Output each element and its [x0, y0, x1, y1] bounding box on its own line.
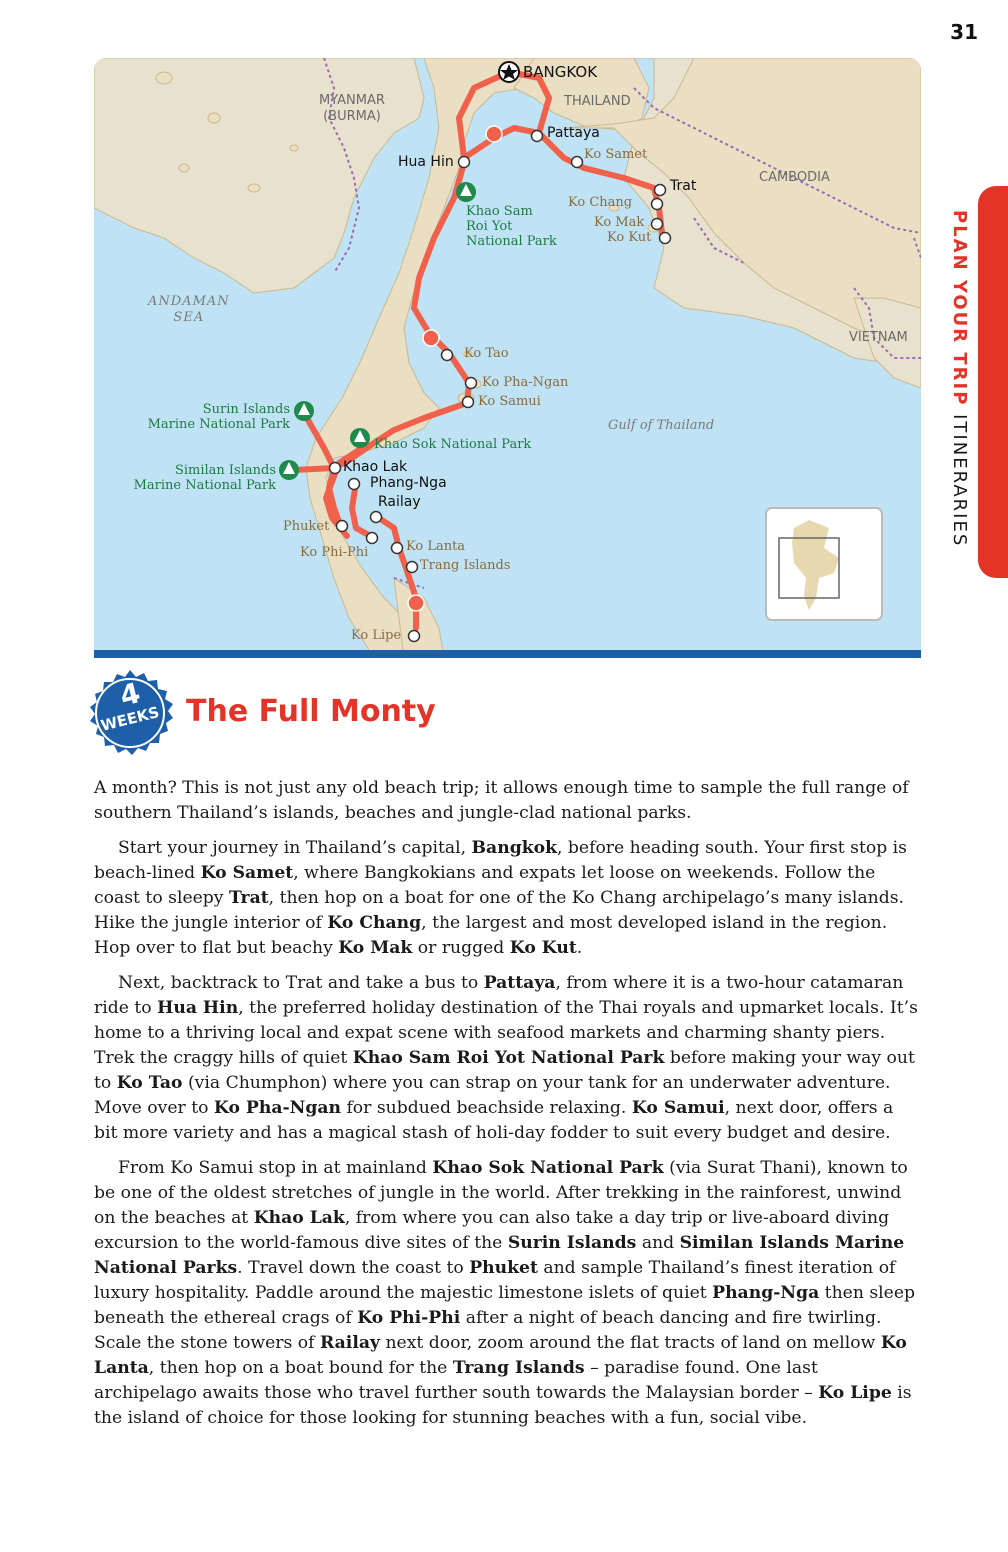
p4-text-7: then sleep beneath the ethereal crags of — [94, 1283, 916, 1328]
subsection-name: ITINERARIES — [949, 414, 970, 548]
paragraph-4 — [94, 1156, 922, 1431]
p2-text-5: , the largest and most developed island in the region. Hop over to flat but beachy — [94, 913, 888, 958]
map-label-trat: Trat — [670, 178, 697, 194]
p2-text-4: , then hop on a boat for one of the Ko Chang archipelago’s many islands. Hike the jungle interior of — [94, 888, 904, 933]
p3-text-5: (via Chumphon) where you can strap on your tank for an underwater adventure. Move over to — [94, 1073, 891, 1118]
p4-text-10: , then hop on a boat bound for the — [148, 1358, 453, 1378]
p2-place-bangkok: Bangkok — [471, 838, 557, 858]
map-label-ko-kut: Ko Kut — [607, 230, 652, 245]
khao-sam-line2: Roi Yot — [466, 219, 513, 234]
p2-text-7: . — [576, 938, 583, 958]
p2-place-ko-samet: Ko Samet — [200, 863, 294, 883]
p4-text-3: , from where you can also take a day trip or live-aboard diving excursion to the world-famous dive sites of the — [94, 1208, 890, 1253]
map-label-ko-lanta: Ko Lanta — [406, 539, 466, 554]
inset-map — [766, 508, 882, 620]
andaman-line1: ANDAMAN — [148, 294, 230, 309]
map-label-bangkok: BANGKOK — [523, 63, 598, 81]
similan-line2: Marine National Park — [133, 478, 276, 493]
myanmar-line2: (BURMA) — [323, 109, 381, 124]
p3-text-2: , from where it is a two-hour catamaran ride to — [94, 973, 904, 1018]
map-label-surin — [134, 402, 290, 432]
duration-badge — [84, 668, 176, 760]
p4-text-5: . Travel down the coast to — [237, 1258, 470, 1278]
p4-text-12: is the island of choice for those looking for stunning beaches with a fun, social vibe. — [94, 1383, 912, 1428]
p4-place-ko-lipe: Ko Lipe — [818, 1383, 892, 1403]
map-label-gulf: Gulf of Thailand — [608, 418, 715, 433]
p3-text-6: for subdued beachside relaxing. — [340, 1098, 632, 1118]
section-tab — [978, 186, 1008, 578]
p2-place-ko-mak: Ko Mak — [338, 938, 413, 958]
p3-place-khao-sam: Khao Sam Roi Yot National Park — [352, 1048, 665, 1068]
itinerary-body — [94, 776, 922, 1441]
map-label-ko-samui: Ko Samui — [478, 394, 541, 409]
capital-marker — [499, 62, 519, 82]
p3-place-ko-tao: Ko Tao — [116, 1073, 183, 1093]
paragraph-3 — [94, 971, 922, 1146]
map-label-khao-sam-roi-yot — [466, 204, 557, 249]
similan-line1: Similan Islands — [174, 463, 276, 478]
p4-text-11: – paradise found. One last archipelago awaits those who travel further south towards the Malaysian border – — [94, 1358, 819, 1403]
itinerary-title: The Full Monty — [186, 694, 436, 729]
map-label-cambodia: CAMBODIA — [759, 170, 830, 185]
map-label-ko-tao: Ko Tao — [464, 346, 509, 361]
map-label-phang-nga: Phang-Nga — [370, 475, 447, 491]
p4-text-9: next door, zoom around the flat tracts of land on mellow — [379, 1333, 881, 1353]
badge-unit: WEEKS — [98, 703, 162, 735]
surin-line1: Surin Islands — [202, 402, 290, 417]
map-label-ko-lipe: Ko Lipe — [351, 628, 402, 643]
map-label-railay: Railay — [378, 494, 421, 510]
khao-sam-line3: National Park — [466, 234, 557, 249]
p4-place-railay: Railay — [319, 1333, 380, 1353]
andaman-line2: SEA — [173, 310, 205, 325]
map-label-pattaya: Pattaya — [547, 125, 600, 141]
p4-place-surin: Surin Islands — [507, 1233, 637, 1253]
p2-text-6: or rugged — [412, 938, 510, 958]
map-label-ko-phi-phi: Ko Phi-Phi — [300, 545, 369, 560]
p4-place-ko-lanta: Ko Lanta — [94, 1333, 907, 1378]
map-label-ko-samet: Ko Samet — [584, 147, 648, 162]
p4-text-4: and — [636, 1233, 680, 1253]
badge-number: 4 — [116, 676, 144, 713]
p2-text-1: Start your journey in Thailand’s capital, — [118, 838, 472, 858]
section-tab-label — [940, 210, 970, 550]
map-label-myanmar — [319, 93, 385, 125]
p2-place-trat: Trat — [228, 888, 269, 908]
p3-place-ko-samui: Ko Samui — [631, 1098, 725, 1118]
section-name: PLAN YOUR TRIP — [949, 210, 970, 407]
map-label-phuket: Phuket — [283, 519, 330, 534]
p2-place-ko-kut: Ko Kut — [509, 938, 577, 958]
p2-place-ko-chang: Ko Chang — [327, 913, 422, 933]
paragraph-1: A month? This is not just any old beach trip; it allows enough time to sample the full range of southern Thailand’s islands, beaches and jungle-clad national parks. — [94, 778, 909, 823]
p4-place-similan: Similan Islands Marine National Parks — [94, 1233, 905, 1278]
surin-line2: Marine National Park — [147, 417, 290, 432]
map-label-khao-sok: Khao Sok National Park — [374, 437, 532, 452]
map-label-ko-chang: Ko Chang — [568, 195, 633, 210]
map-label-ko-pha-ngan: Ko Pha-Ngan — [482, 375, 569, 390]
p4-place-trang: Trang Islands — [452, 1358, 585, 1378]
myanmar-line1: MYANMAR — [319, 93, 385, 108]
p3-text-7: , next door, offers a bit more variety and has a magical stash of holi-day fodder to suit every budget and desire. — [94, 1098, 894, 1143]
map-label-trang-islands: Trang Islands — [420, 558, 511, 573]
p3-text-1: Next, backtrack to Trat and take a bus to — [118, 973, 484, 993]
map-label-andaman-sea — [148, 294, 230, 326]
p4-text-6: and sample Thailand’s finest iteration of luxury hospitality. Paddle around the majestic limestone islets of quiet — [94, 1258, 896, 1303]
p4-text-1: From Ko Samui stop in at mainland — [118, 1158, 433, 1178]
p4-text-8: after a night of beach dancing and fire twirling. Scale the stone towers of — [94, 1308, 882, 1353]
p3-place-pattaya: Pattaya — [483, 973, 556, 993]
p4-place-khao-sok: Khao Sok National Park — [432, 1158, 664, 1178]
p4-place-phuket: Phuket — [469, 1258, 538, 1278]
itinerary-map — [94, 58, 921, 658]
paragraph-2 — [94, 836, 922, 961]
map-label-khao-lak: Khao Lak — [343, 459, 408, 475]
p4-place-khao-lak: Khao Lak — [253, 1208, 345, 1228]
p2-text-2: , before heading south. Your first stop is beach-lined — [94, 838, 908, 883]
p4-place-phang-nga: Phang-Nga — [712, 1283, 820, 1303]
map-label-similan — [114, 463, 276, 493]
p3-place-hua-hin: Hua Hin — [157, 998, 239, 1018]
map-label-ko-mak: Ko Mak — [594, 215, 645, 230]
map-bottom-rule — [94, 650, 921, 658]
map-label-thailand: THAILAND — [564, 94, 631, 109]
p4-place-ko-phi-phi: Ko Phi-Phi — [357, 1308, 461, 1328]
p3-place-ko-pha-ngan: Ko Pha-Ngan — [213, 1098, 341, 1118]
map-label-vietnam: VIETNAM — [849, 330, 908, 345]
p4-text-2: (via Surat Thani), known to be one of the oldest stretches of jungle in the world. After trekking in the rainforest, unwind on the beaches at — [94, 1158, 908, 1228]
map-label-hua-hin: Hua Hin — [398, 154, 454, 170]
p3-text-3: , the preferred holiday destination of the Thai royals and upmarket locals. It’s home to a thriving local and expat scene with seafood markets and charming shanty piers. Trek the craggy hills of quiet — [94, 998, 918, 1068]
p2-text-3: , where Bangkokians and expats let loose on weekends. Follow the coast to sleepy — [94, 863, 876, 908]
p3-text-4: before making your way out to — [94, 1048, 915, 1093]
page-number: 31 — [950, 20, 978, 44]
khao-sam-line1: Khao Sam — [466, 204, 533, 219]
